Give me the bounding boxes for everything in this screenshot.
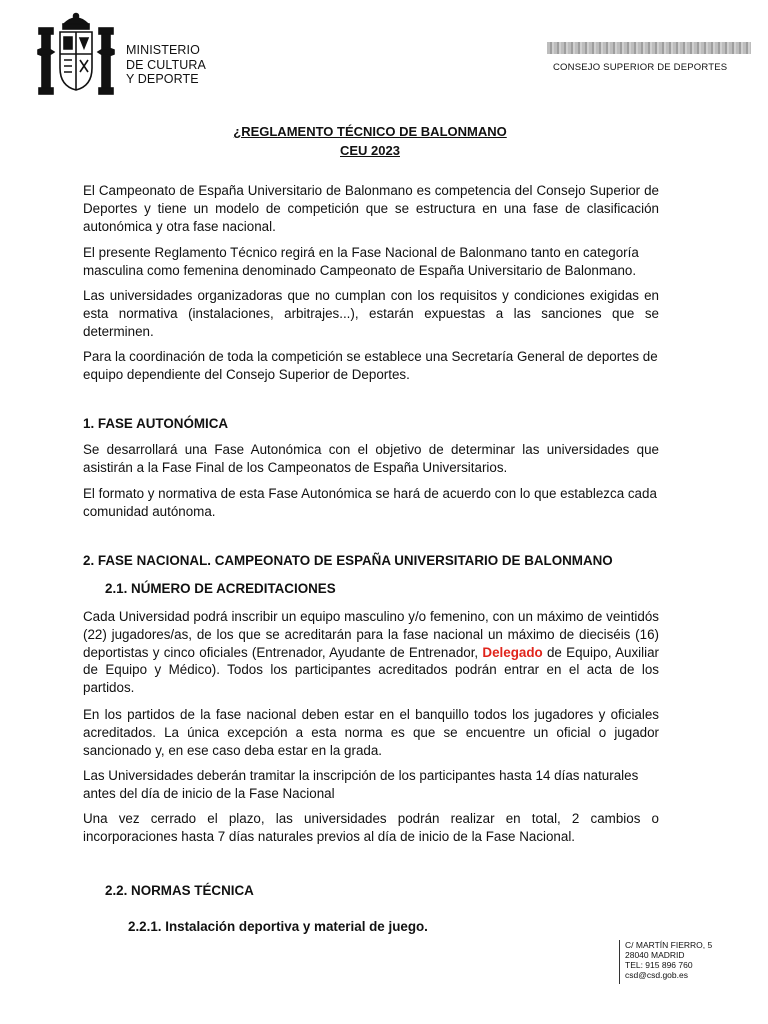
council-name: CONSEJO SUPERIOR DE DEPORTES	[553, 62, 728, 73]
document-subtitle: CEU 2023	[340, 143, 400, 158]
address-block	[625, 940, 712, 980]
address-line: C/ MARTÍN FIERRO, 5	[625, 940, 713, 950]
subsubsection-heading: 2.2.1. Instalación deportiva y material de juego.	[128, 919, 428, 934]
section-heading: 2. FASE NACIONAL. CAMPEONATO DE ESPAÑA UNIVERSITARIO DE BALONMANO	[83, 553, 613, 568]
intro-paragraph: El presente Reglamento Técnico regirá en la Fase Nacional de Balonmano tanto en categoría masculina como femenina denominado Campeonato de España Universitario de Balonmano.	[83, 245, 639, 278]
section-paragraph: Se desarrollará una Fase Autonómica con el objetivo de determinar las universidades que asistirán a la Fase Final de los Campeonatos de España Universitarios.	[83, 442, 659, 475]
ministry-line: Y DEPORTE	[126, 72, 199, 86]
highlighted-term: Delegado	[482, 644, 543, 660]
ministry-line: DE CULTURA	[126, 57, 206, 72]
ministry-line: MINISTERIO	[126, 43, 200, 57]
address-divider	[619, 940, 620, 984]
section-paragraph	[83, 608, 659, 697]
paragraph-text: Cada Universidad podrá inscribir un equipo masculino y/o femenino, con un máximo de veintidós (22) jugadores/as, de los que se acreditarán para la fase nacional un máximo de dieciséis (16) deportistas y cinco oficiales (Entrenador, Ayudante de Entrenador,	[83, 609, 659, 660]
intro-paragraph: Para la coordinación de toda la competición se establece una Secretaría General de deportes de equipo dependiente del Consejo Superior de Deportes.	[83, 349, 658, 382]
ministry-name	[126, 43, 206, 87]
address-line: csd@csd.gob.es	[625, 970, 688, 980]
address-line: 28040 MADRID	[625, 950, 685, 960]
section-paragraph: El formato y normativa de esta Fase Autonómica se hará de acuerdo con lo que establezca cada comunidad autónoma.	[83, 486, 657, 519]
section-paragraph: Una vez cerrado el plazo, las universidades podrán realizar en total, 2 cambios o incorporaciones hasta 7 días naturales previos al día de inicio de la Fase Nacional.	[83, 811, 659, 844]
section-paragraph: Las Universidades deberán tramitar la inscripción de los participantes hasta 14 días naturales antes del día de inicio de la Fase Nacional	[83, 768, 639, 801]
coat-of-arms-logo	[36, 10, 116, 102]
redacted-banner	[547, 42, 751, 54]
document-title: ¿REGLAMENTO TÉCNICO DE BALONMANO	[233, 124, 507, 139]
paragraph-text: de Equipo, Auxiliar de Equipo y Médico). Todos los participantes acreditados podrán entrar en el acta de los partidos.	[83, 644, 659, 696]
subsection-heading: 2.2. NORMAS TÉCNICA	[105, 883, 254, 898]
intro-paragraph: El Campeonato de España Universitario de Balonmano es competencia del Consejo Superior de Deportes y tiene un modelo de competición que se estructura en una fase de clasificación autonómica y otra fase nacional.	[83, 183, 659, 234]
section-heading: 1. FASE AUTONÓMICA	[83, 416, 229, 431]
address-line: TEL: 915 896 760	[625, 960, 693, 970]
section-paragraph: En los partidos de la fase nacional deben estar en el banquillo todos los jugadores y oficiales acreditados. La única excepción a esta norma es que se encuentre un oficial o jugador sancionado y, en ese caso deba estar en la grada.	[83, 707, 659, 758]
subsection-heading: 2.1. NÚMERO DE ACREDITACIONES	[105, 581, 336, 596]
intro-paragraph: Las universidades organizadoras que no cumplan con los requisitos y condiciones exigidas en esta normativa (instalaciones, arbitrajes...), estarán expuestas a las sanciones que se determinen.	[83, 288, 659, 339]
